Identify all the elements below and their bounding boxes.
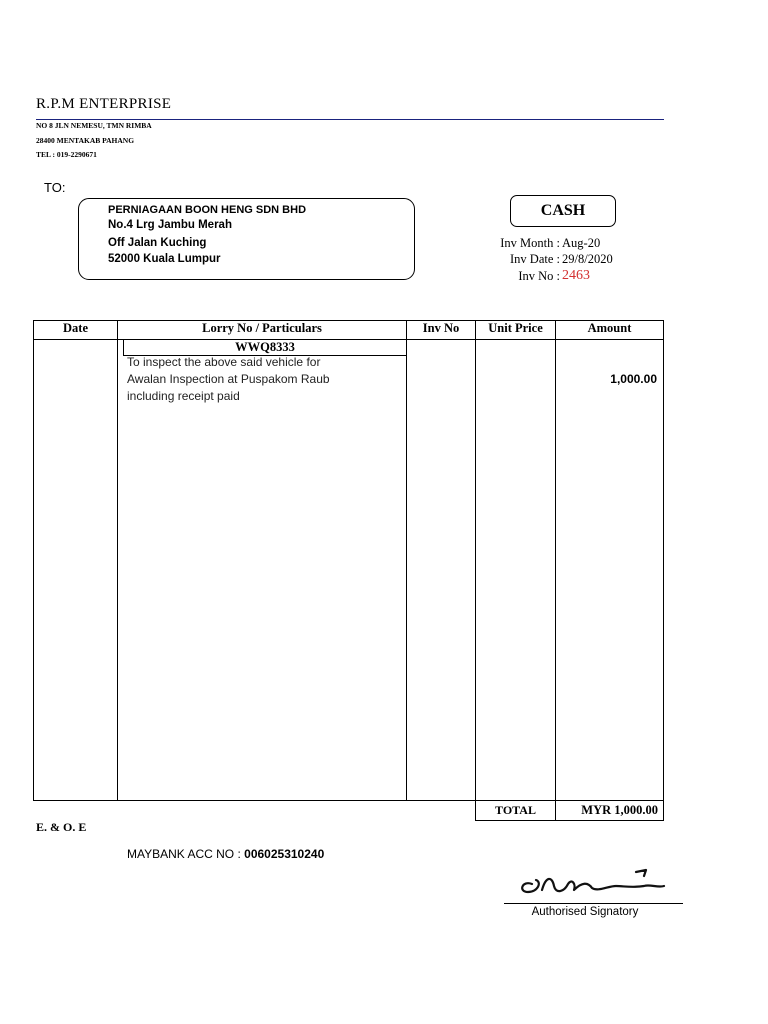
header-unit-price: Unit Price [488, 321, 543, 335]
bank-account-number: 006025310240 [244, 847, 325, 861]
signatory-label: Authorised Signatory [531, 906, 639, 918]
bank-account [127, 847, 324, 861]
signature-image [512, 862, 677, 902]
company-address-line1: NO 8 JLN NEMESU, TMN RIMBA [36, 121, 152, 130]
table-col-divider [475, 320, 476, 801]
lorry-plate: WWQ8333 [123, 339, 407, 356]
header-particulars: Lorry No / Particulars [202, 321, 322, 335]
company-tel: TEL : 019-2290671 [36, 150, 97, 159]
inv-month-value: Aug-20 [562, 236, 601, 250]
to-label: TO: [44, 180, 66, 195]
table-col-divider [117, 320, 118, 801]
inv-no-value: 2463 [562, 268, 590, 283]
eoe-note: E. & O. E [36, 820, 87, 834]
inv-date-label: Inv Date : [510, 252, 560, 266]
table-col-divider [555, 320, 556, 801]
header-divider [36, 119, 664, 120]
item-description-line3: including receipt paid [127, 389, 240, 403]
table-col-divider [406, 320, 407, 801]
item-description-line2: Awalan Inspection at Puspakom Raub [127, 372, 330, 386]
total-value: MYR 1,000.00 [581, 803, 658, 817]
payment-type-badge: CASH [510, 195, 616, 227]
total-label: TOTAL [495, 803, 536, 817]
company-address-line2: 28400 MENTAKAB PAHANG [36, 136, 135, 145]
signature-line [504, 903, 683, 904]
recipient-address-line3: 52000 Kuala Lumpur [108, 253, 221, 265]
recipient-address-line2: Off Jalan Kuching [108, 237, 207, 249]
header-amount: Amount [587, 321, 632, 335]
inv-date-value: 29/8/2020 [562, 252, 613, 266]
header-inv-no: Inv No [422, 321, 460, 335]
recipient-address-line1: No.4 Lrg Jambu Merah [108, 219, 232, 231]
inv-no-label: Inv No : [518, 269, 560, 283]
item-description-line1: To inspect the above said vehicle for [127, 355, 321, 369]
company-name: R.P.M ENTERPRISE [36, 96, 172, 112]
recipient-name: PERNIAGAAN BOON HENG SDN BHD [108, 204, 307, 216]
item-amount: 1,000.00 [610, 372, 657, 386]
header-date: Date [63, 321, 88, 335]
bank-account-label: MAYBANK ACC NO : [127, 847, 241, 861]
inv-month-label: Inv Month : [500, 236, 560, 250]
